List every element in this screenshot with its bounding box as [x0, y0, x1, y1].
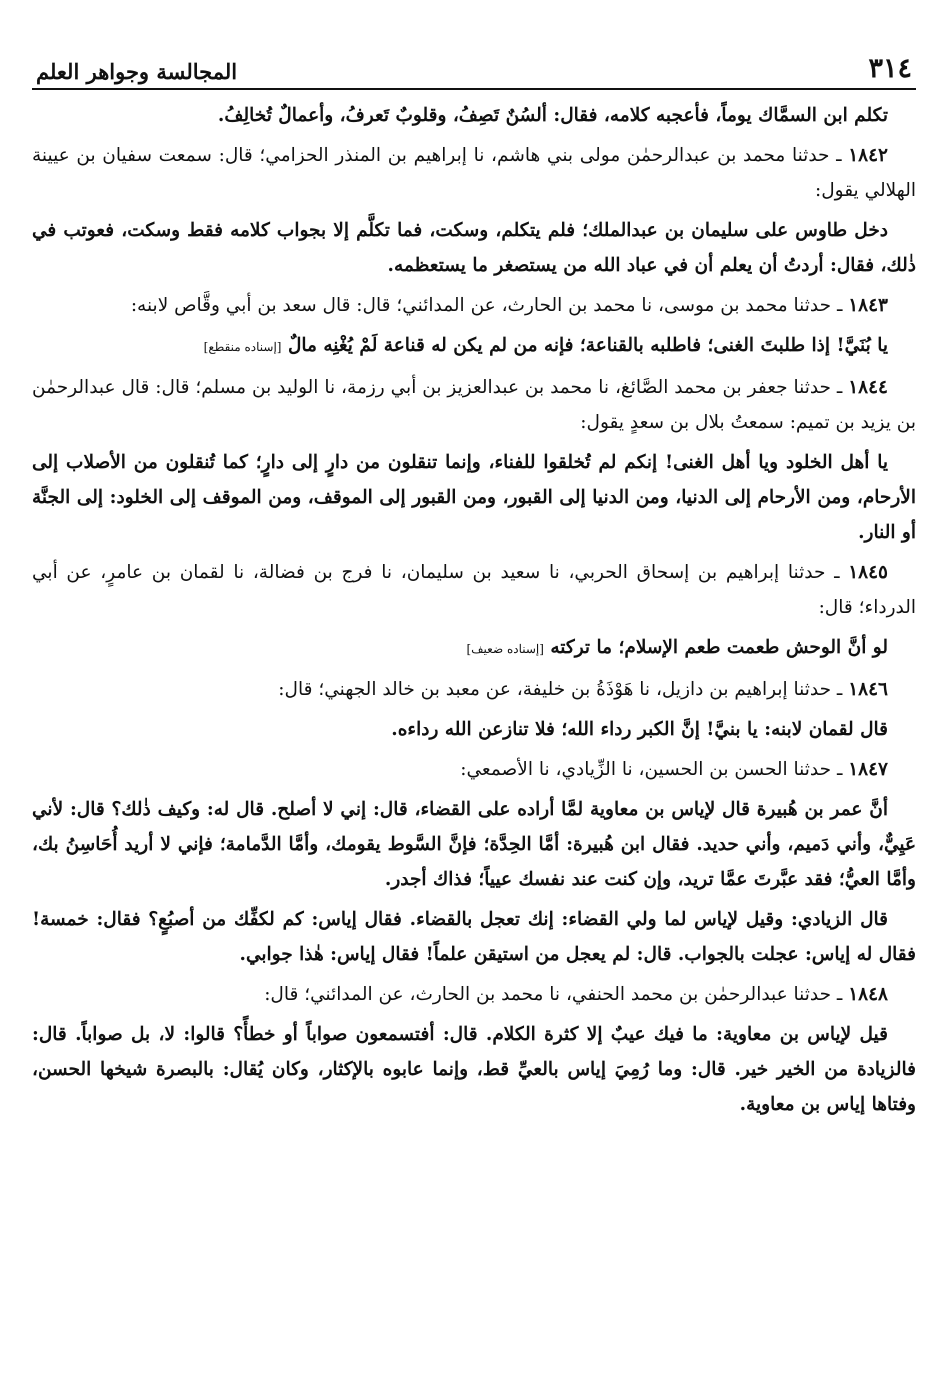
isnad-grading-note: [إسناده ضعيف]: [466, 642, 544, 656]
paragraph-text: ـ حدثنا عبدالرحمٰن بن محمد الحنفي، نا محمد بن الحارث، عن المدائني؛ قال:: [264, 984, 849, 1005]
narration-paragraph: [32, 712, 916, 747]
hadith-number: ١٨٤٢: [848, 145, 888, 166]
narration-paragraph: [32, 902, 916, 972]
hadith-number: ١٨٤٦: [848, 679, 888, 700]
paragraph-text: دخل طاوس على سليمان بن عبدالملك؛ فلم يتكلم، وسكت، فما تكلَّم إلا بجواب كلامه فقط وسكت، فعوتب في ذٰلك، فقال: أردتُ أن يعلم أن في عباد الله من يستصغر ما يستعظمه.: [32, 220, 916, 276]
hadith-number: ١٨٤٧: [848, 759, 888, 780]
narration-paragraph: [32, 630, 916, 667]
isnad-paragraph: [32, 138, 916, 208]
paragraph-text: ـ حدثنا الحسن بن الحسين، نا الزِّيادي، نا الأصمعي:: [460, 759, 849, 780]
paragraph-text: يا بُنَيَّ! إذا طلبتَ الغنى؛ فاطلبه بالقناعة؛ فإنه من لم يكن له قناعة لَمْ يُغْنِه مالٌ: [287, 335, 888, 356]
paragraph-text: ـ حدثنا محمد بن عبدالرحمٰن مولى بني هاشم، نا إبراهيم بن المنذر الحزامي؛ قال: سمعت سفيان بن عيينة الهلالي يقول:: [32, 145, 916, 201]
paragraph-text: ـ حدثنا إبراهيم بن إسحاق الحربي، نا سعيد بن سليمان، نا فرج بن فضالة، نا لقمان بن عامرٍ، عن أبي الدرداء؛ قال:: [32, 562, 916, 618]
page-number: ٣١٤: [868, 53, 912, 84]
paragraph-text: قيل لإياس بن معاوية: ما فيك عيبٌ إلا كثرة الكلام. قال: أفتسمعون صواباً أو خطأً؟ قالوا: لا، بل صواباً. قال: فالزيادة من الخير خير. قال: وما رُمِيَ إياس بالعيِّ قط، وإنما عابوه بالإكثار، وكان يُقال: بالبصرة شيخها الحسن، وفتاها إياس بن معاوية.: [32, 1024, 916, 1115]
narration-paragraph: [32, 792, 916, 897]
book-title: المجالسة وجواهر العلم: [36, 59, 238, 84]
hadith-number: ١٨٤٥: [848, 562, 888, 583]
isnad-paragraph: [32, 672, 916, 707]
paragraph-text: تكلم ابن السمَّاك يوماً، فأعجبه كلامه، فقال: ألسُنٌ تَصِفُ، وقلوبٌ تَعرفُ، وأعمالٌ تُخالِفُ.: [217, 105, 888, 126]
hadith-number: ١٨٤٤: [848, 377, 888, 398]
isnad-paragraph: [32, 752, 916, 787]
isnad-paragraph: [32, 370, 916, 440]
paragraph-text: لو أنَّ الوحش طعمت طعم الإسلام؛ ما تركته: [550, 637, 888, 658]
narration-paragraph: [32, 1017, 916, 1122]
paragraph-text: يا أهل الخلود ويا أهل الغنى! إنكم لم تُخلقوا للفناء، وإنما تنقلون من دارٍ إلى دارٍ؛ كما تُنقلون من الأصلاب إلى الأرحام، ومن الأرحام إلى الدنيا، ومن الدنيا إلى القبور، ومن القبور إلى الموقف، ومن الموقف إلى الخلود: إلى الجنَّة أو النار.: [32, 452, 916, 543]
isnad-paragraph: [32, 977, 916, 1012]
paragraph-text: ـ حدثنا إبراهيم بن دازيل، نا هَوْذَةُ بن خليفة، عن معبد بن خالد الجهني؛ قال:: [278, 679, 849, 700]
page-header: [32, 48, 916, 90]
paragraph-text: قال لقمان لابنه: يا بنيَّ! إنَّ الكبر رداء الله؛ فلا تنازعن الله رداءه.: [391, 719, 888, 740]
isnad-grading-note: [إسناده منقطع]: [203, 340, 282, 354]
paragraph-text: أنَّ عمر بن هُبيرة قال لإياس بن معاوية لمَّا أراده على القضاء، قال: إني لا أصلح. قال له: وكيف ذٰلك؟ قال: لأني عَيِيٌّ، وأني دَميم، وأني حديد. فقال ابن هُبيرة: أمَّا الحِدَّة؛ فإنَّ السَّوط يقومك، وأمَّا الدَّمامة؛ فإني لا أريد أُحَاسِنُ بك، وأمَّا العيُّ؛ فقد عبَّرتَ عمَّا تريد، وإن كنت عند نفسك عيياً؛ فذاك أجدر.: [32, 799, 916, 890]
hadith-number: ١٨٤٣: [848, 295, 888, 316]
book-page: [32, 48, 916, 1368]
paragraph-text: ـ حدثنا محمد بن موسى، نا محمد بن الحارث، عن المدائني؛ قال: قال سعد بن أبي وقَّاص لابنه:: [130, 295, 849, 316]
page-body: [32, 90, 916, 1122]
hadith-number: ١٨٤٨: [848, 984, 888, 1005]
narration-paragraph: [32, 328, 916, 365]
paragraph-text: قال الزيادي: وقيل لإياس لما ولي القضاء: إنك تعجل بالقضاء. فقال إياس: كم لكفِّك من أصبُعٍ؟ فقال: خمسة! فقال له إياس: عجلت بالجواب. قال: لم يعجل من استيقن علماً! فقال إياس: هٰذا جوابي.: [32, 909, 916, 965]
isnad-paragraph: [32, 555, 916, 625]
paragraph-text: ـ حدثنا جعفر بن محمد الصَّائغ، نا محمد بن عبدالعزيز بن أبي رزمة، نا الوليد بن مسلم؛ قال: قال عبدالرحمٰن بن يزيد بن تميم: سمعتُ بلال بن سعدٍ يقول:: [32, 377, 916, 433]
narration-paragraph: [32, 98, 916, 133]
narration-paragraph: [32, 213, 916, 283]
narration-paragraph: [32, 445, 916, 550]
isnad-paragraph: [32, 288, 916, 323]
